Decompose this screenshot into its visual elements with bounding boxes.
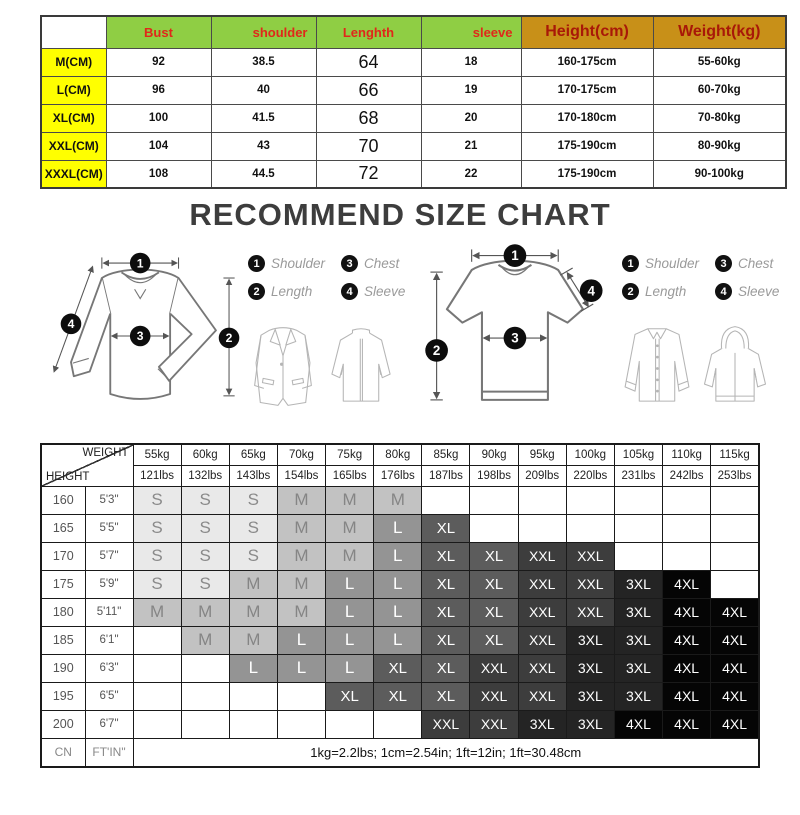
weight-lbs-header: 132lbs bbox=[181, 465, 229, 486]
mini-garments bbox=[244, 312, 405, 420]
size-cell: S bbox=[181, 542, 229, 570]
empty-cell bbox=[614, 486, 662, 514]
size-cell: XXL bbox=[518, 654, 566, 682]
size-cell: 4XL bbox=[711, 682, 759, 710]
matrix-row bbox=[41, 626, 759, 654]
dress-shirt-icon bbox=[618, 312, 696, 420]
weight-kg-header: 100kg bbox=[566, 444, 614, 465]
height-ftin-label: 5'7" bbox=[85, 542, 133, 570]
size-table-cell: 92 bbox=[106, 48, 211, 76]
legend-item bbox=[715, 283, 779, 300]
size-table-cell: 20 bbox=[421, 104, 521, 132]
size-cell: L bbox=[374, 598, 422, 626]
weight-lbs-header: 176lbs bbox=[374, 465, 422, 486]
size-row-label: XL(CM) bbox=[41, 104, 106, 132]
matrix-row bbox=[41, 542, 759, 570]
size-table-header: Height(cm) bbox=[521, 16, 653, 48]
size-chart-image bbox=[0, 15, 800, 768]
height-ftin-label: 5'11" bbox=[85, 598, 133, 626]
size-cell: M bbox=[326, 542, 374, 570]
size-table-cell: 66 bbox=[316, 76, 421, 104]
size-cell: XL bbox=[422, 682, 470, 710]
weight-lbs-header: 121lbs bbox=[133, 465, 181, 486]
size-cell: 3XL bbox=[566, 626, 614, 654]
legend-item bbox=[622, 283, 699, 300]
weight-kg-header: 70kg bbox=[277, 444, 325, 465]
size-cell: 4XL bbox=[711, 710, 759, 738]
weight-kg-header: 110kg bbox=[663, 444, 711, 465]
size-cell: XXL bbox=[422, 710, 470, 738]
size-cell: XL bbox=[374, 654, 422, 682]
longsleeve-side-column bbox=[244, 241, 405, 433]
height-ftin-label: 6'7" bbox=[85, 710, 133, 738]
legend-item bbox=[248, 283, 325, 300]
tshirt-diagram bbox=[416, 241, 618, 431]
size-cell: 3XL bbox=[614, 654, 662, 682]
size-table-cell: 60-70kg bbox=[653, 76, 786, 104]
size-cell: 4XL bbox=[711, 626, 759, 654]
size-table-cell: 90-100kg bbox=[653, 160, 786, 188]
weight-lbs-header: 143lbs bbox=[229, 465, 277, 486]
legend-label: Chest bbox=[364, 256, 400, 271]
matrix-row bbox=[41, 486, 759, 514]
size-row-label: XXL(CM) bbox=[41, 132, 106, 160]
size-cell: XXL bbox=[566, 542, 614, 570]
matrix-row bbox=[41, 570, 759, 598]
height-cm-label: 170 bbox=[41, 542, 85, 570]
size-cell: 3XL bbox=[566, 654, 614, 682]
size-cell: M bbox=[277, 486, 325, 514]
empty-cell bbox=[133, 682, 181, 710]
size-cell: M bbox=[277, 570, 325, 598]
height-ftin-label: 6'3" bbox=[85, 654, 133, 682]
matrix-row bbox=[41, 514, 759, 542]
size-table-cell: 70 bbox=[316, 132, 421, 160]
size-table-cell: 55-60kg bbox=[653, 48, 786, 76]
matrix-row bbox=[41, 710, 759, 738]
size-table-cell: 19 bbox=[421, 76, 521, 104]
measure-legend bbox=[244, 255, 405, 300]
size-cell: XL bbox=[470, 626, 518, 654]
legend-label: Sleeve bbox=[364, 284, 406, 299]
measure-diagrams bbox=[42, 241, 780, 433]
size-cell: L bbox=[277, 654, 325, 682]
empty-cell bbox=[614, 542, 662, 570]
size-table-row bbox=[41, 160, 786, 188]
weight-kg-header: 105kg bbox=[614, 444, 662, 465]
matrix-footer-row bbox=[41, 738, 759, 767]
size-cell: XXL bbox=[518, 598, 566, 626]
size-cell: S bbox=[181, 570, 229, 598]
size-cell: S bbox=[133, 514, 181, 542]
matrix-lbs-row bbox=[41, 465, 759, 486]
weight-kg-header: 60kg bbox=[181, 444, 229, 465]
size-cell: M bbox=[229, 598, 277, 626]
size-cell: 3XL bbox=[614, 570, 662, 598]
matrix-row bbox=[41, 682, 759, 710]
empty-cell bbox=[518, 514, 566, 542]
size-cell: 3XL bbox=[614, 598, 662, 626]
size-cell: M bbox=[277, 598, 325, 626]
size-cell: M bbox=[229, 626, 277, 654]
empty-cell bbox=[181, 654, 229, 682]
legend-item bbox=[341, 255, 405, 272]
matrix-kg-row bbox=[41, 444, 759, 465]
size-cell: XXL bbox=[470, 654, 518, 682]
size-cell: XL bbox=[422, 654, 470, 682]
size-table-cell: 100 bbox=[106, 104, 211, 132]
weight-kg-header: 65kg bbox=[229, 444, 277, 465]
legend-item bbox=[341, 283, 405, 300]
height-cm-label: 160 bbox=[41, 486, 85, 514]
size-cell: 4XL bbox=[663, 626, 711, 654]
size-cell: 4XL bbox=[663, 682, 711, 710]
weight-lbs-header: 154lbs bbox=[277, 465, 325, 486]
height-ftin-label: 5'3" bbox=[85, 486, 133, 514]
empty-cell bbox=[181, 710, 229, 738]
size-cell: XXL bbox=[518, 682, 566, 710]
empty-cell bbox=[133, 710, 181, 738]
size-cell: S bbox=[229, 514, 277, 542]
size-table-cell: 68 bbox=[316, 104, 421, 132]
empty-cell bbox=[133, 654, 181, 682]
size-table-head-row bbox=[41, 16, 786, 48]
size-cell: S bbox=[133, 570, 181, 598]
height-cm-label: 195 bbox=[41, 682, 85, 710]
zip-jacket-icon bbox=[322, 312, 400, 420]
size-row-label: L(CM) bbox=[41, 76, 106, 104]
legend-label: Shoulder bbox=[271, 256, 326, 271]
svg-text:3: 3 bbox=[511, 330, 519, 346]
size-table-header: shoulder bbox=[211, 16, 316, 48]
height-weight-matrix bbox=[40, 443, 760, 768]
size-table-cell: 170-180cm bbox=[521, 104, 653, 132]
size-cell: 3XL bbox=[614, 682, 662, 710]
size-table-header bbox=[41, 16, 106, 48]
size-table bbox=[40, 15, 787, 189]
size-table-header: Bust bbox=[106, 16, 211, 48]
weight-lbs-header: 231lbs bbox=[614, 465, 662, 486]
size-cell: M bbox=[277, 514, 325, 542]
weight-kg-header: 95kg bbox=[518, 444, 566, 465]
size-cell: XL bbox=[422, 514, 470, 542]
size-table-row bbox=[41, 76, 786, 104]
empty-cell bbox=[326, 710, 374, 738]
height-cm-label: 175 bbox=[41, 570, 85, 598]
size-cell: L bbox=[326, 598, 374, 626]
empty-cell bbox=[374, 710, 422, 738]
height-ftin-label: 5'5" bbox=[85, 514, 133, 542]
size-cell: L bbox=[374, 542, 422, 570]
size-table-cell: 44.5 bbox=[211, 160, 316, 188]
size-cell: XXL bbox=[566, 570, 614, 598]
size-cell: L bbox=[374, 514, 422, 542]
matrix-corner-cell bbox=[41, 444, 133, 486]
height-cm-label: 180 bbox=[41, 598, 85, 626]
size-table-cell: 80-90kg bbox=[653, 132, 786, 160]
empty-cell bbox=[229, 710, 277, 738]
size-cell: 4XL bbox=[711, 598, 759, 626]
empty-cell bbox=[181, 682, 229, 710]
size-table-cell: 43 bbox=[211, 132, 316, 160]
empty-cell bbox=[663, 514, 711, 542]
empty-cell bbox=[422, 486, 470, 514]
svg-text:4: 4 bbox=[67, 317, 75, 332]
size-cell: S bbox=[229, 542, 277, 570]
size-cell: M bbox=[181, 598, 229, 626]
size-cell: L bbox=[229, 654, 277, 682]
size-table-row bbox=[41, 104, 786, 132]
legend-label: Length bbox=[271, 284, 313, 299]
size-table-cell: 41.5 bbox=[211, 104, 316, 132]
size-table-cell: 96 bbox=[106, 76, 211, 104]
svg-text:3: 3 bbox=[136, 329, 144, 344]
size-row-label: XXXL(CM) bbox=[41, 160, 106, 188]
empty-cell bbox=[229, 682, 277, 710]
size-cell: S bbox=[181, 514, 229, 542]
size-table-row bbox=[41, 132, 786, 160]
svg-text:1: 1 bbox=[511, 248, 519, 264]
size-cell: XL bbox=[422, 542, 470, 570]
empty-cell bbox=[663, 542, 711, 570]
size-cell: XL bbox=[470, 598, 518, 626]
legend-number-badge: 2 bbox=[622, 283, 639, 300]
size-cell: L bbox=[326, 570, 374, 598]
size-cell: XXL bbox=[566, 598, 614, 626]
empty-cell bbox=[711, 542, 759, 570]
legend-number-badge: 3 bbox=[715, 255, 732, 272]
weight-kg-header: 75kg bbox=[326, 444, 374, 465]
size-cell: S bbox=[133, 542, 181, 570]
size-cell: XL bbox=[422, 598, 470, 626]
conversion-note: 1kg=2.2lbs; 1cm=2.54in; 1ft=12in; 1ft=30.48cm bbox=[133, 738, 759, 767]
size-table-cell: 108 bbox=[106, 160, 211, 188]
empty-cell bbox=[277, 682, 325, 710]
empty-cell bbox=[566, 486, 614, 514]
size-table-header: Weight(kg) bbox=[653, 16, 786, 48]
size-table-cell: 64 bbox=[316, 48, 421, 76]
weight-lbs-header: 209lbs bbox=[518, 465, 566, 486]
matrix-row bbox=[41, 598, 759, 626]
legend-label: Shoulder bbox=[645, 256, 700, 271]
size-cell: 3XL bbox=[518, 710, 566, 738]
size-cell: XL bbox=[326, 682, 374, 710]
size-table-cell: 175-190cm bbox=[521, 132, 653, 160]
legend-number-badge: 4 bbox=[341, 283, 358, 300]
size-cell: L bbox=[374, 626, 422, 654]
weight-kg-header: 90kg bbox=[470, 444, 518, 465]
empty-cell bbox=[614, 514, 662, 542]
size-cell: XXL bbox=[518, 570, 566, 598]
size-cell: 4XL bbox=[711, 654, 759, 682]
size-cell: L bbox=[326, 654, 374, 682]
empty-cell bbox=[663, 486, 711, 514]
size-table-header: sleeve bbox=[421, 16, 521, 48]
legend-number-badge: 3 bbox=[341, 255, 358, 272]
size-cell: M bbox=[374, 486, 422, 514]
size-cell: XXL bbox=[470, 682, 518, 710]
legend-item bbox=[248, 255, 325, 272]
height-cm-label: 200 bbox=[41, 710, 85, 738]
size-cell: M bbox=[181, 626, 229, 654]
empty-cell bbox=[711, 486, 759, 514]
size-cell: 3XL bbox=[566, 710, 614, 738]
size-cell: 3XL bbox=[614, 626, 662, 654]
empty-cell bbox=[470, 514, 518, 542]
size-cell: 4XL bbox=[663, 654, 711, 682]
size-table-cell: 38.5 bbox=[211, 48, 316, 76]
size-table-cell: 22 bbox=[421, 160, 521, 188]
size-table-cell: 21 bbox=[421, 132, 521, 160]
legend-label: Chest bbox=[738, 256, 774, 271]
corner-height-label: HEIGHT bbox=[46, 470, 90, 483]
size-table-cell: 18 bbox=[421, 48, 521, 76]
size-table-cell: 40 bbox=[211, 76, 316, 104]
size-table-cell: 72 bbox=[316, 160, 421, 188]
cn-label: CN bbox=[41, 738, 85, 767]
mini-garments bbox=[618, 312, 779, 420]
size-cell: L bbox=[277, 626, 325, 654]
size-cell: 4XL bbox=[663, 598, 711, 626]
size-cell: 4XL bbox=[663, 710, 711, 738]
height-ftin-label: 6'5" bbox=[85, 682, 133, 710]
size-cell: XL bbox=[470, 542, 518, 570]
height-cm-label: 190 bbox=[41, 654, 85, 682]
size-cell: XXL bbox=[518, 626, 566, 654]
weight-kg-header: 115kg bbox=[711, 444, 759, 465]
size-cell: XXL bbox=[470, 710, 518, 738]
blazer-icon bbox=[244, 312, 322, 420]
weight-kg-header: 55kg bbox=[133, 444, 181, 465]
corner-weight-label: WEIGHT bbox=[82, 447, 129, 459]
size-cell: XXL bbox=[518, 542, 566, 570]
size-table-header: Lenghth bbox=[316, 16, 421, 48]
weight-lbs-header: 165lbs bbox=[326, 465, 374, 486]
weight-lbs-header: 242lbs bbox=[663, 465, 711, 486]
size-cell: S bbox=[181, 486, 229, 514]
tshirt-diagram-group bbox=[416, 241, 780, 433]
legend-label: Length bbox=[645, 284, 687, 299]
size-cell: M bbox=[326, 514, 374, 542]
legend-item bbox=[715, 255, 779, 272]
weight-kg-header: 80kg bbox=[374, 444, 422, 465]
size-table-cell: 170-175cm bbox=[521, 76, 653, 104]
size-cell: M bbox=[277, 542, 325, 570]
size-cell: 4XL bbox=[663, 570, 711, 598]
longsleeve-shirt-diagram bbox=[42, 241, 244, 431]
size-table-cell: 104 bbox=[106, 132, 211, 160]
height-cm-label: 185 bbox=[41, 626, 85, 654]
size-cell: M bbox=[326, 486, 374, 514]
legend-number-badge: 1 bbox=[622, 255, 639, 272]
size-table-row bbox=[41, 48, 786, 76]
empty-cell bbox=[711, 514, 759, 542]
size-table-cell: 175-190cm bbox=[521, 160, 653, 188]
size-cell: M bbox=[133, 598, 181, 626]
size-cell: XL bbox=[470, 570, 518, 598]
height-ftin-label: 5'9" bbox=[85, 570, 133, 598]
weight-kg-header: 85kg bbox=[422, 444, 470, 465]
legend-label: Sleeve bbox=[738, 284, 780, 299]
size-cell: XL bbox=[422, 570, 470, 598]
empty-cell bbox=[133, 626, 181, 654]
empty-cell bbox=[566, 514, 614, 542]
size-cell: 4XL bbox=[614, 710, 662, 738]
weight-lbs-header: 198lbs bbox=[470, 465, 518, 486]
matrix-row bbox=[41, 654, 759, 682]
matrix-body bbox=[41, 486, 759, 738]
empty-cell bbox=[711, 570, 759, 598]
svg-text:2: 2 bbox=[225, 331, 233, 346]
svg-text:2: 2 bbox=[432, 343, 441, 359]
page-title: RECOMMEND SIZE CHART bbox=[189, 197, 611, 232]
size-cell: 3XL bbox=[566, 682, 614, 710]
size-cell: L bbox=[326, 626, 374, 654]
empty-cell bbox=[277, 710, 325, 738]
size-cell: L bbox=[374, 570, 422, 598]
weight-lbs-header: 187lbs bbox=[422, 465, 470, 486]
empty-cell bbox=[470, 486, 518, 514]
weight-lbs-header: 253lbs bbox=[711, 465, 759, 486]
svg-text:1: 1 bbox=[136, 256, 144, 271]
legend-number-badge: 4 bbox=[715, 283, 732, 300]
size-cell: S bbox=[133, 486, 181, 514]
legend-number-badge: 1 bbox=[248, 255, 265, 272]
weight-lbs-header: 220lbs bbox=[566, 465, 614, 486]
svg-text:4: 4 bbox=[587, 283, 595, 299]
size-table-cell: 160-175cm bbox=[521, 48, 653, 76]
legend-item bbox=[622, 255, 699, 272]
size-table-cell: 70-80kg bbox=[653, 104, 786, 132]
height-ftin-label: 6'1" bbox=[85, 626, 133, 654]
size-cell: M bbox=[229, 570, 277, 598]
ftin-label: FT'IN" bbox=[85, 738, 133, 767]
legend-number-badge: 2 bbox=[248, 283, 265, 300]
longsleeve-diagram-group bbox=[42, 241, 406, 433]
size-table-body bbox=[41, 48, 786, 188]
empty-cell bbox=[518, 486, 566, 514]
size-cell: XL bbox=[374, 682, 422, 710]
size-cell: XL bbox=[422, 626, 470, 654]
size-row-label: M(CM) bbox=[41, 48, 106, 76]
height-cm-label: 165 bbox=[41, 514, 85, 542]
measure-legend bbox=[618, 255, 779, 300]
size-cell: S bbox=[229, 486, 277, 514]
hoodie-icon bbox=[696, 312, 774, 420]
tshirt-side-column bbox=[618, 241, 779, 433]
